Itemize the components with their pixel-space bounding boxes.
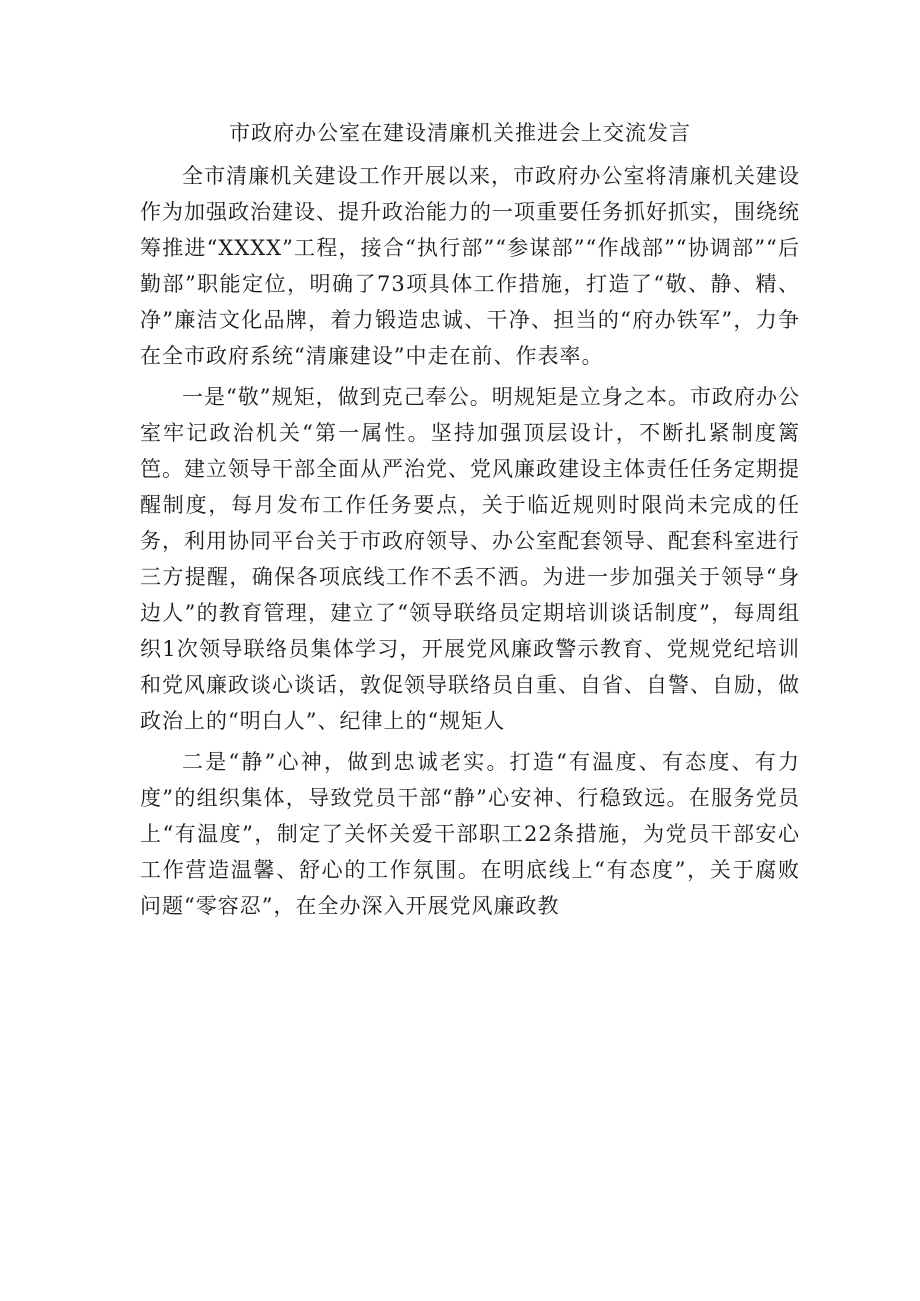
document-title: 市政府办公室在建设清廉机关推进会上交流发言 (229, 121, 691, 145)
paragraph-two: 二是“静”心神，做到忠诚老实。打造“有温度、有态度、有力度”的组织集体，导致党员干部“静”心安神、行稳致远。在服务党员上“有温度”，制定了关怀关爱干部职工22条措施，为党员干部安心工作营造温馨、舒心的工作氛围。在明底线上“有态度”，关于腐败问题“零容忍”，在全办深入开展党风廉政教 (140, 750, 800, 918)
paragraph-one: 一是“敬”规矩，做到克己奉公。明规矩是立身之本。市政府办公室牢记政治机关“第一属性。坚持加强顶层设计，不断扎紧制度篱笆。建立领导干部全面从严治党、党风廉政建设主体责任任务定期提醒制度，每月发布工作任务要点，关于临近规则时限尚未完成的任务，利用协同平台关于市政府领导、办公室配套领导、配套科室进行三方提醒，确保各项底线工作不丢不洒。为进一步加强关于领导“身边人”的教育管理，建立了“领导联络员定期培训谈话制度”，每周组织1次领导联络员集体学习，开展党风廉政警示教育、党规党纪培训和党风廉政谈心谈话，敦促领导联络员自重、自省、自警、自励，做政治上的“明白人”、纪律上的“规矩人 (140, 385, 800, 733)
paragraph-intro: 全市清廉机关建设工作开展以来，市政府办公室将清廉机关建设作为加强政治建设、提升政治能力的一项重要任务抓好抓实，围绕统筹推进“XXXX”工程，接合“执行部”“参谋部”“作战部”“协调部”“后勤部”职能定位，明确了73项具体工作措施，打造了“敬、静、精、净”廉洁文化品牌，着力锻造忠诚、干净、担当的“府办铁军”，力争在全市政府系统“清廉建设”中走在前、作表率。 (140, 164, 800, 368)
document-body (140, 158, 800, 929)
